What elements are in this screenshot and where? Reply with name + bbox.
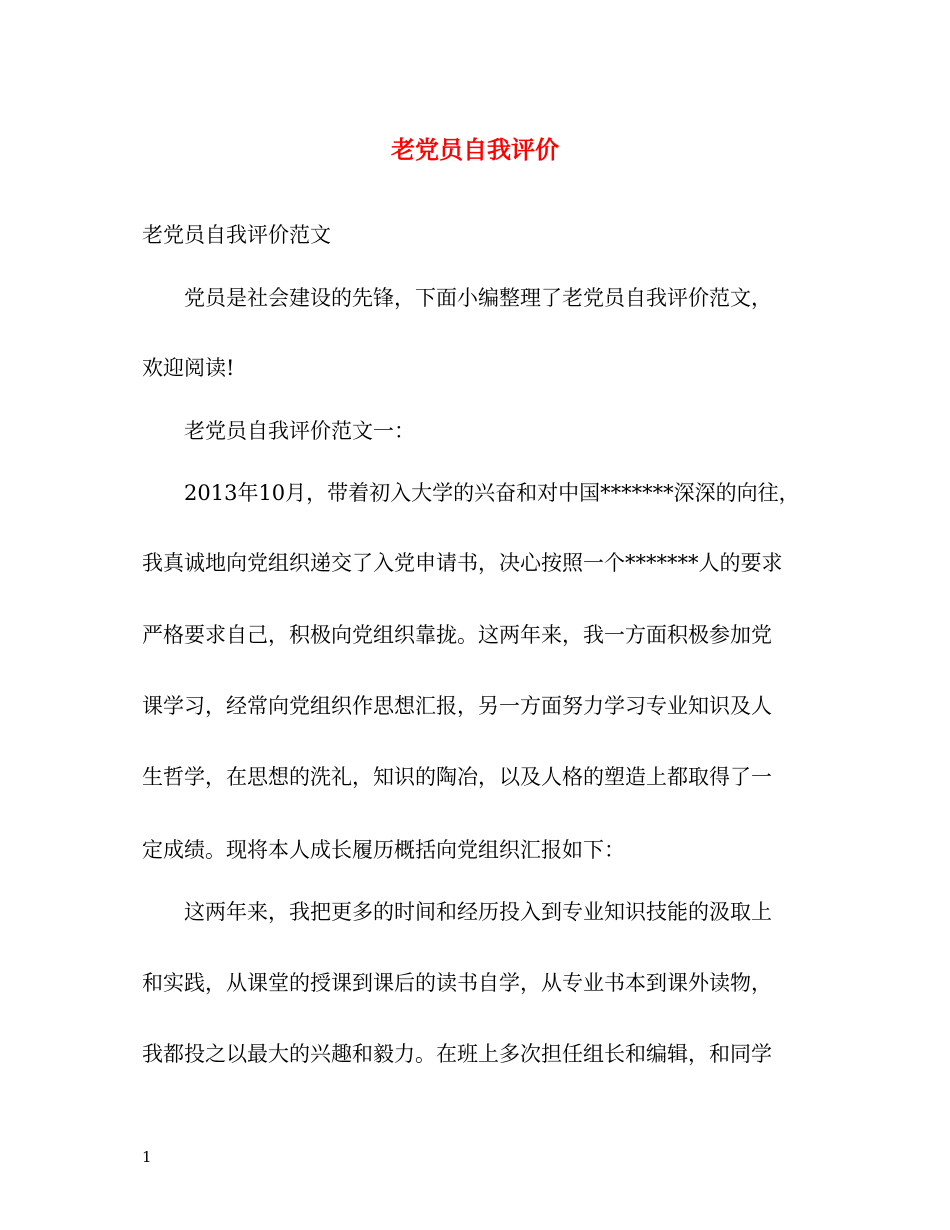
document-title: 老党员自我评价 — [391, 135, 559, 164]
body-line: 严格要求自己，积极向党组织靠拢。这两年来，我一方面积极参加党 — [142, 623, 772, 647]
body-line: 生哲学，在思想的洗礼，知识的陶冶，以及人格的塑造上都取得了一 — [142, 765, 772, 789]
body-line: 我都投之以最大的兴趣和毅力。在班上多次担任组长和编辑，和同学 — [142, 1042, 772, 1066]
body-line: 和实践，从课堂的授课到课后的读书自学，从专业书本到课外读物， — [142, 971, 772, 995]
subtitle-line: 老党员自我评价范文 — [142, 223, 331, 247]
body-line: 这两年来，我把更多的时间和经历投入到专业知识技能的汲取上 — [184, 900, 772, 924]
body-line: 党员是社会建设的先锋，下面小编整理了老党员自我评价范文， — [184, 286, 772, 310]
body-line: 2013年10月，带着初入大学的兴奋和对中国*******深深的向往， — [184, 481, 800, 505]
body-line: 课学习，经常向党组织作思想汇报，另一方面努力学习专业知识及人 — [142, 694, 772, 718]
section-heading-line: 老党员自我评价范文一： — [184, 419, 415, 443]
page-number: 1 — [142, 1148, 152, 1166]
body-line: 欢迎阅读! — [142, 356, 235, 380]
body-line: 我真诚地向党组织递交了入党申请书，决心按照一个*******人的要求 — [142, 551, 783, 575]
body-line: 定成绩。现将本人成长履历概括向党组织汇报如下： — [142, 838, 625, 862]
